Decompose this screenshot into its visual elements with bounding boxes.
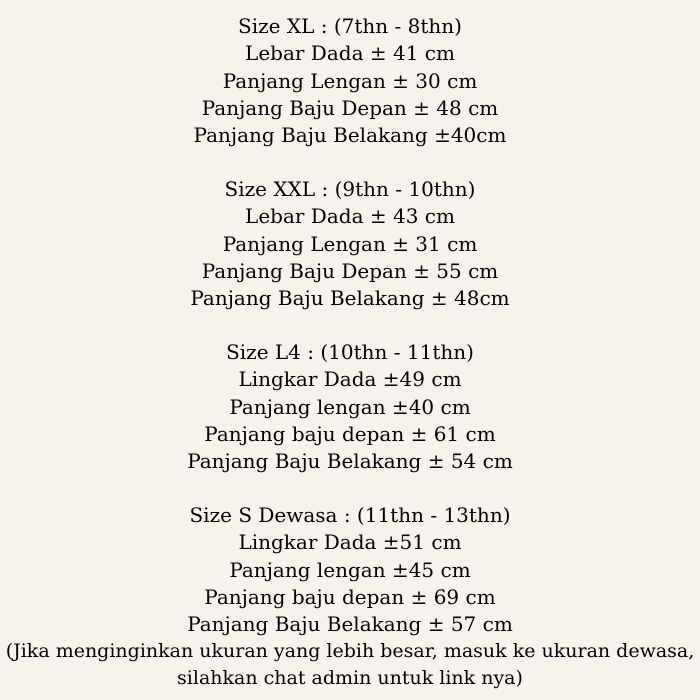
measurement-line: Panjang Baju Belakang ± 54 cm: [187, 449, 513, 474]
measurement-line: Panjang Baju Depan ± 48 cm: [201, 95, 499, 120]
size-block-xxl: [0, 176, 700, 312]
measurement-line: Panjang baju depan ± 69 cm: [204, 584, 496, 609]
size-title: Size S Dewasa : (11thn - 13thn): [189, 503, 511, 527]
size-block-s-dewasa: [0, 502, 700, 692]
note-line: silahkan chat admin untuk link nya): [177, 667, 523, 690]
size-block-l4: [0, 339, 700, 475]
measurement-line: Lebar Dada ± 43 cm: [245, 204, 455, 229]
measurement-line: Panjang Baju Belakang ± 57 cm: [187, 612, 513, 637]
measurement-line: Lingkar Dada ±49 cm: [238, 367, 462, 392]
measurement-line: Panjang Baju Belakang ± 48cm: [190, 286, 510, 311]
measurement-line: Panjang Lengan ± 31 cm: [222, 231, 478, 256]
measurement-line: Lebar Dada ± 41 cm: [245, 41, 455, 66]
measurement-line: Panjang Baju Belakang ±40cm: [193, 123, 507, 148]
measurement-line: Panjang baju depan ± 61 cm: [204, 421, 496, 446]
size-title: Size L4 : (10thn - 11thn): [226, 340, 474, 364]
measurement-line: Panjang lengan ±40 cm: [229, 394, 471, 419]
note-line: (Jika menginginkan ukuran yang lebih besar, masuk ke ukuran dewasa,: [5, 640, 695, 663]
measurement-line: Lingkar Dada ±51 cm: [238, 530, 462, 555]
measurement-line: Panjang lengan ±45 cm: [229, 557, 471, 582]
size-title: Size XL : (7thn - 8thn): [238, 14, 462, 38]
measurement-line: Panjang Lengan ± 30 cm: [222, 68, 478, 93]
size-block-xl: [0, 13, 700, 149]
size-title: Size XXL : (9thn - 10thn): [224, 177, 476, 201]
measurement-line: Panjang Baju Depan ± 55 cm: [201, 258, 499, 283]
